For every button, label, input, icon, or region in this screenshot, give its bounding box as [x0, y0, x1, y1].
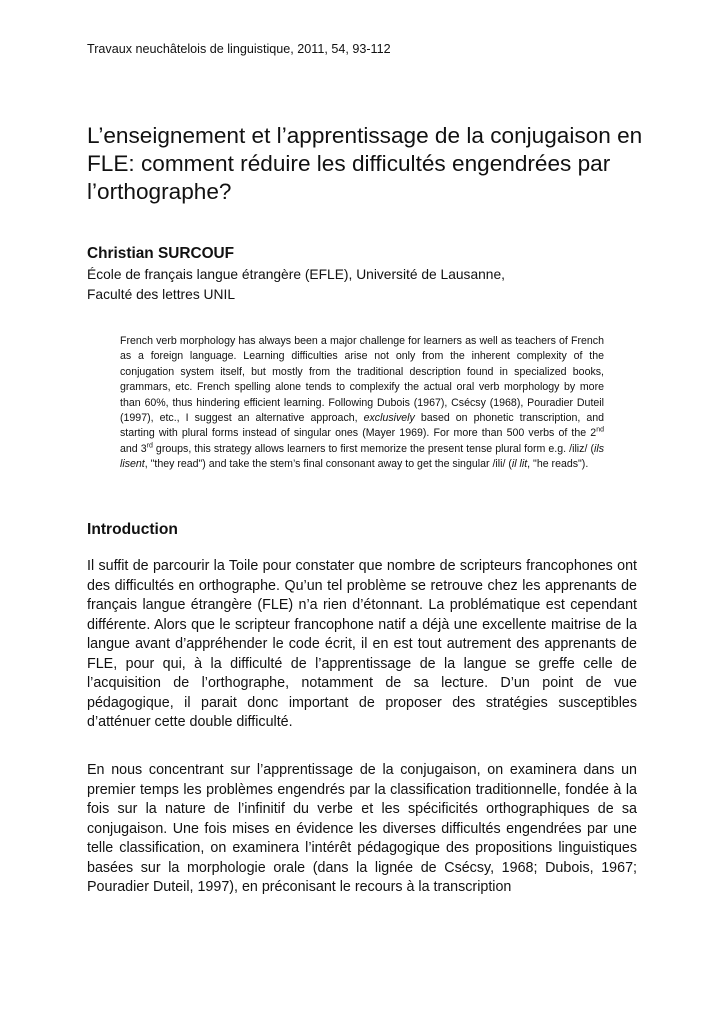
abstract	[120, 334, 604, 473]
abstract-text: based on phonetic transcription, and starting with plural forms instead of singular ones (Mayer 1969). For more than 500 verbs of the 2	[120, 412, 604, 440]
abstract-text: and 3	[120, 442, 147, 455]
affiliation-line-2: Faculté des lettres UNIL	[87, 287, 235, 302]
author-name: Christian SURCOUF	[87, 245, 235, 262]
abstract-text: , "he reads").	[527, 458, 589, 471]
introduction-paragraph-1: Il suffit de parcourir la Toile pour constater que nombre de scripteurs francophones ont des difficultés en orthographe. Qu’un tel problème se retrouve chez les apprenants de français langue étrangère (FLE) n’a rien d’étonnant. La problématique est cependant différente. Alors que le scripteur francophone natif a déjà une excellente maitrise de la langue avant d’appréhender le code écrit, il en est tout autrement des apprenants de FLE, pour qui, à la difficulté de l’apprentissage de la langue se greffe celle de l’acquisition de l’orthographe, notamment de sa lecture. D’un point de vue pédagogique, il parait donc important de proposer des stratégies susceptibles d’atténuer cette double difficulté.	[87, 558, 637, 730]
affiliation-line-1: École de français langue étrangère (EFLE), Université de Lausanne,	[87, 267, 505, 282]
author-affiliation	[87, 265, 647, 305]
section-heading-introduction: Introduction	[87, 521, 178, 538]
introduction-paragraph-2: En nous concentrant sur l’apprentissage de la conjugaison, on examinera dans un premier temps les problèmes engendrés par la classification traditionnelle, fondée à la fois sur la nature de l’infinitif du verbe et les spécificités orthographiques de sa conjugaison. Une fois mises en évidence les diverses difficultés engendrées par une telle classification, on examinera l’intérêt pédagogique des propositions linguistiques basées sur la morphologie orale (dans la lignée de Csécsy, 1968; Dubois, 1967; Pouradier Duteil, 1997), en préconisant le recours à la transcription	[87, 762, 637, 895]
abstract-text: French verb morphology has always been a major challenge for learners as well as teachers of French as a foreign language. Learning difficulties arise not only from the inherent complexity of the conjugation system itself, but mostly from the traditional description found in specialized books, grammars, etc. French spelling alone tends to complexify the actual oral verb morphology by more than 60%, thus hindering efficient learning. Following Dubois (1967), Csécsy (1968), Pouradier Duteil (1997), etc., I suggest an alternative approach,	[120, 335, 604, 425]
ordinal-superscript: nd	[596, 426, 604, 434]
abstract-emphasis: il lit	[511, 458, 528, 471]
abstract-text: , "they read") and take the stem’s final consonant away to get the singular /ili/ (	[144, 458, 512, 471]
abstract-emphasis: exclusively	[363, 412, 415, 425]
journal-citation: Travaux neuchâtelois de linguistique, 2011, 54, 93-112	[87, 42, 391, 56]
article-title: L’enseignement et l’apprentissage de la conjugaison en FLE: comment réduire les difficultés engendrées par l’orthographe?	[87, 123, 643, 204]
ordinal-superscript: rd	[146, 442, 153, 450]
abstract-emphasis: ils lisent	[120, 442, 604, 471]
abstract-text: groups, this strategy allows learners to first memorize the present tense plural form e.g. /iliz/ (	[152, 442, 594, 455]
